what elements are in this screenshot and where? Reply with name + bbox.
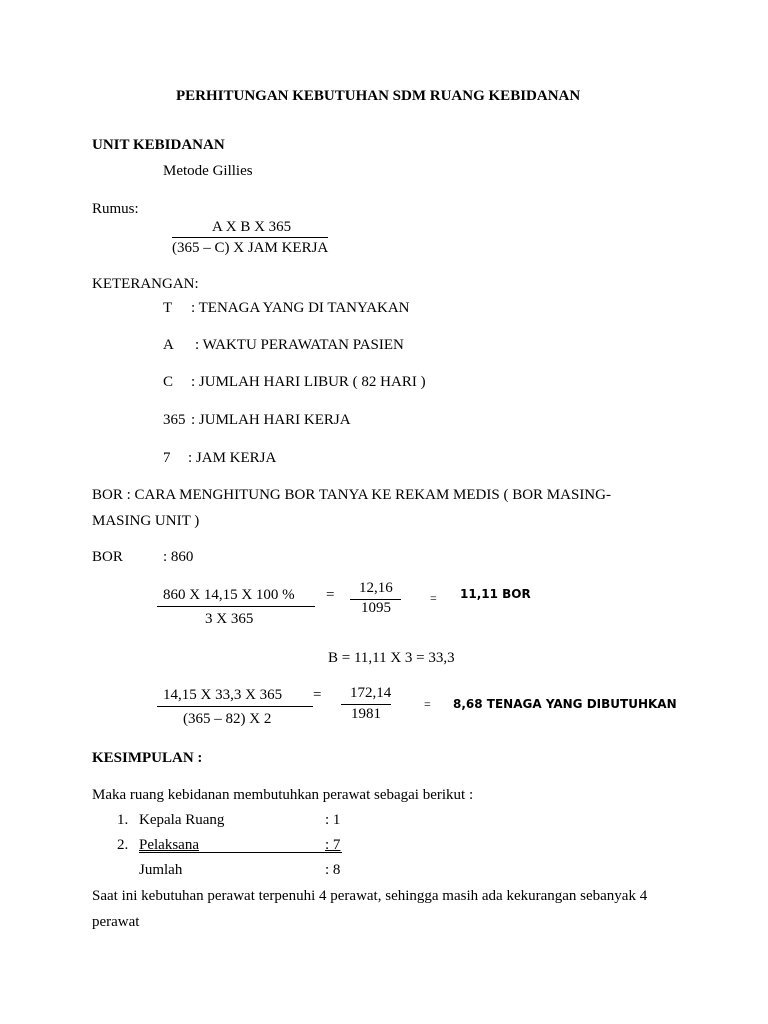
keterangan-desc-365: : JUMLAH HARI KERJA	[191, 412, 351, 428]
list-item-number-1: 1.	[117, 812, 129, 828]
pelaksana-underline	[139, 852, 342, 853]
keterangan-desc-a: : WAKTU PERAWATAN PASIEN	[195, 337, 404, 353]
page-title: PERHITUNGAN KEBUTUHAN SDM RUANG KEBIDANAN	[176, 88, 581, 104]
calc1-denominator: 3 X 365	[205, 611, 254, 627]
total-value: : 8	[325, 862, 341, 878]
keterangan-key-a: A	[163, 337, 174, 353]
calc2-small-fraction-bar	[341, 704, 391, 705]
bor-note-line2: MASING UNIT )	[92, 513, 200, 529]
calc1-result: 11,11 BOR	[460, 587, 531, 601]
bor-value: : 860	[163, 549, 194, 565]
list-item-number-2: 2.	[117, 837, 129, 853]
calc2-equals: =	[313, 687, 322, 703]
keterangan-key-7: 7	[163, 450, 171, 466]
list-item-label-pelaksana: Pelaksana	[139, 837, 199, 853]
formula-denominator: (365 – C) X JAM KERJA	[172, 240, 329, 256]
bor-label: BOR	[92, 549, 123, 565]
bor-note-line1: BOR : CARA MENGHITUNG BOR TANYA KE REKAM MEDIS ( BOR MASING-	[92, 487, 611, 503]
method-text: Metode Gillies	[163, 163, 253, 179]
calc1-frac-den: 1095	[361, 600, 391, 616]
calc1-numerator: 860 X 14,15 X 100 %	[163, 587, 295, 603]
keterangan-desc-c: : JUMLAH HARI LIBUR ( 82 HARI )	[191, 374, 426, 390]
unit-heading: UNIT KEBIDANAN	[92, 137, 225, 153]
calc1-fraction-bar	[157, 606, 315, 607]
keterangan-desc-t: : TENAGA YANG DI TANYAKAN	[191, 300, 410, 316]
keterangan-key-365: 365	[163, 412, 186, 428]
calc1-equals-2: =	[430, 591, 437, 605]
calc2-result: 8,68 TENAGA YANG DIBUTUHKAN	[453, 697, 677, 711]
formula-fraction-bar	[172, 237, 328, 238]
b-calculation: B = 11,11 X 3 = 33,3	[328, 650, 455, 666]
calc2-denominator: (365 – 82) X 2	[183, 711, 272, 727]
total-label: Jumlah	[139, 862, 183, 878]
list-item-value-kepala-ruang: : 1	[325, 812, 341, 828]
closing-line2: perawat	[92, 914, 140, 930]
formula-label: Rumus:	[92, 201, 139, 217]
kesimpulan-intro: Maka ruang kebidanan membutuhkan perawat sebagai berikut :	[92, 787, 474, 803]
calc1-frac-num: 12,16	[359, 580, 393, 596]
kesimpulan-heading: KESIMPULAN :	[92, 750, 203, 766]
closing-line1: Saat ini kebutuhan perawat terpenuhi 4 perawat, sehingga masih ada kekurangan sebanyak 4	[92, 888, 648, 904]
calc2-frac-num: 172,14	[350, 685, 392, 701]
calc2-fraction-bar	[157, 706, 313, 707]
calc2-equals-2: =	[424, 697, 431, 711]
calc1-equals: =	[326, 587, 335, 603]
keterangan-desc-7: : JAM KERJA	[188, 450, 277, 466]
keterangan-heading: KETERANGAN:	[92, 276, 199, 292]
list-item-value-pelaksana: : 7	[325, 837, 341, 853]
keterangan-key-t: T	[163, 300, 173, 316]
keterangan-key-c: C	[163, 374, 174, 390]
list-item-label-kepala-ruang: Kepala Ruang	[139, 812, 225, 828]
formula-numerator: A X B X 365	[212, 219, 292, 235]
calc2-frac-den: 1981	[351, 706, 381, 722]
calc2-numerator: 14,15 X 33,3 X 365	[163, 687, 283, 703]
